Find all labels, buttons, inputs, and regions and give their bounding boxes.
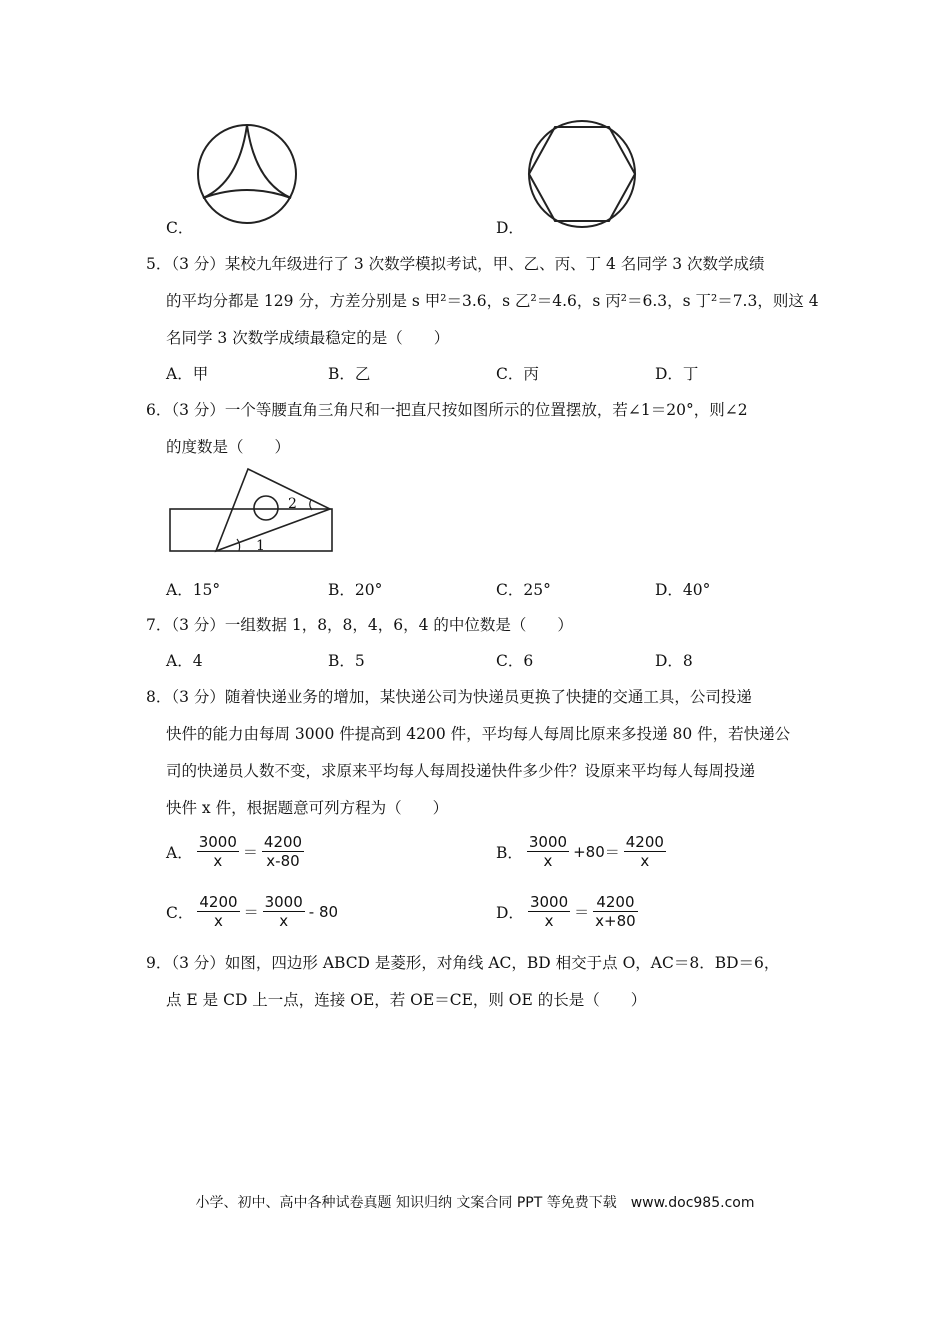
figure-d-label: D．	[496, 219, 524, 237]
q8-b-fraction-right	[624, 833, 666, 870]
q8-c-den1: x	[214, 912, 223, 930]
q8-b-num2: 4200	[625, 833, 664, 851]
q8-b-den2: x	[640, 852, 650, 870]
q8-c-num1: 4200	[199, 893, 238, 911]
figure-d-hexagon-in-circle	[526, 118, 638, 230]
q5-option-c: C．丙	[496, 365, 539, 383]
q6-angle1-label: 1	[256, 538, 265, 554]
figure-c-circle-arcs	[195, 122, 299, 226]
q8-option-d-label: D．	[496, 903, 524, 922]
q7-option-b: B．5	[328, 652, 365, 670]
figure-c-label: C．	[166, 219, 194, 237]
q8-d-fraction-right	[593, 893, 638, 930]
q6-option-c: C．25°	[496, 581, 551, 599]
q8-option-a-label: A．	[166, 843, 193, 862]
page-footer: 小学、初中、高中各种试卷真题 知识归纳 文案合同 PPT 等免费下载 www.doc985.com	[195, 1195, 755, 1211]
q8-option-c	[166, 893, 338, 930]
q8-c-num2: 3000	[264, 893, 303, 911]
q6-figure-triangle-ruler	[166, 466, 338, 556]
q8-a-fraction-left	[197, 833, 239, 870]
q8-d-fraction-left	[528, 893, 570, 930]
q8-option-c-label: C．	[166, 903, 194, 922]
q8-d-equals: ＝	[574, 903, 590, 921]
q5-line2: 的平均分都是 129 分，方差分别是 s 甲²＝3.6，s 乙²＝4.6，s 丙²＝6.3，s 丁²＝7.3，则这 4	[166, 292, 819, 310]
q8-line4: 快件 x 件，根据题意可列方程为（ ）	[166, 799, 449, 817]
q8-d-den2: x+80	[595, 912, 636, 930]
q8-c-equals: ＝	[243, 903, 259, 921]
q8-b-fraction-left	[527, 833, 569, 870]
q8-a-num1: 3000	[198, 833, 237, 851]
q8-c-fraction-left	[197, 893, 239, 930]
q6-line1: 6．（3 分）一个等腰直角三角尺和一把直尺按如图所示的位置摆放，若∠1＝20°，则∠2	[146, 401, 748, 419]
q8-a-den2: x-80	[266, 852, 300, 870]
q5-option-d: D．丁	[655, 365, 699, 383]
q6-option-b: B．20°	[328, 581, 383, 599]
q8-d-num2: 4200	[593, 893, 638, 912]
q5-line3: 名同学 3 次数学成绩最稳定的是（ ）	[166, 329, 450, 347]
q7-option-d: D．8	[655, 652, 693, 670]
q8-c-minus80: - 80	[308, 902, 339, 921]
q8-a-equals: ＝	[242, 843, 258, 861]
q8-c-fraction-right	[263, 893, 305, 930]
q8-a-num2: 4200	[263, 833, 303, 851]
q8-c-den2: x	[279, 912, 289, 930]
q5-option-a: A．甲	[166, 365, 209, 383]
q9-line1: 9．（3 分）如图，四边形 ABCD 是菱形，对角线 AC，BD 相交于点 O，AC＝8．BD＝6，	[146, 954, 780, 972]
q9-line2: 点 E 是 CD 上一点，连接 OE，若 OE＝CE，则 OE 的长是（ ）	[166, 991, 647, 1009]
q6-line2: 的度数是（ ）	[166, 438, 291, 456]
q8-option-b	[496, 833, 666, 870]
q7-option-c: C．6	[496, 652, 534, 670]
q7-line1: 7．（3 分）一组数据 1，8，8，4，6，4 的中位数是（ ）	[146, 616, 573, 634]
q8-d-den1: x	[544, 912, 554, 930]
q5-line1: 5．（3 分）某校九年级进行了 3 次数学模拟考试，甲、乙、丙、丁 4 名同学 3 次数学成绩	[146, 255, 765, 273]
q8-a-fraction-right	[262, 833, 304, 870]
q7-option-a: A．4	[166, 652, 203, 670]
q8-a-den1: x	[213, 852, 223, 870]
q8-option-a	[166, 833, 304, 870]
q6-option-a: A．15°	[166, 581, 221, 599]
q8-option-d	[496, 893, 638, 930]
q8-line2: 快件的能力由每周 3000 件提高到 4200 件，平均每人每周比原来多投递 80 件，若快递公	[166, 725, 791, 743]
q8-option-b-label: B．	[496, 843, 523, 862]
q8-line1: 8．（3 分）随着快递业务的增加，某快递公司为快递员更换了快捷的交通工具，公司投递	[146, 688, 752, 706]
q8-line3: 司的快递员人数不变，求原来平均每人每周投递快件多少件？设原来平均每人每周投递	[166, 762, 756, 780]
q6-angle2-label: 2	[288, 496, 297, 512]
q8-b-den1: x	[543, 852, 553, 870]
q5-option-b: B．乙	[328, 365, 371, 383]
q6-option-d: D．40°	[655, 581, 711, 599]
q8-b-plus80-equals: +80＝	[573, 843, 620, 861]
q8-b-num1: 3000	[528, 833, 568, 851]
q8-d-num1: 3000	[529, 893, 569, 911]
